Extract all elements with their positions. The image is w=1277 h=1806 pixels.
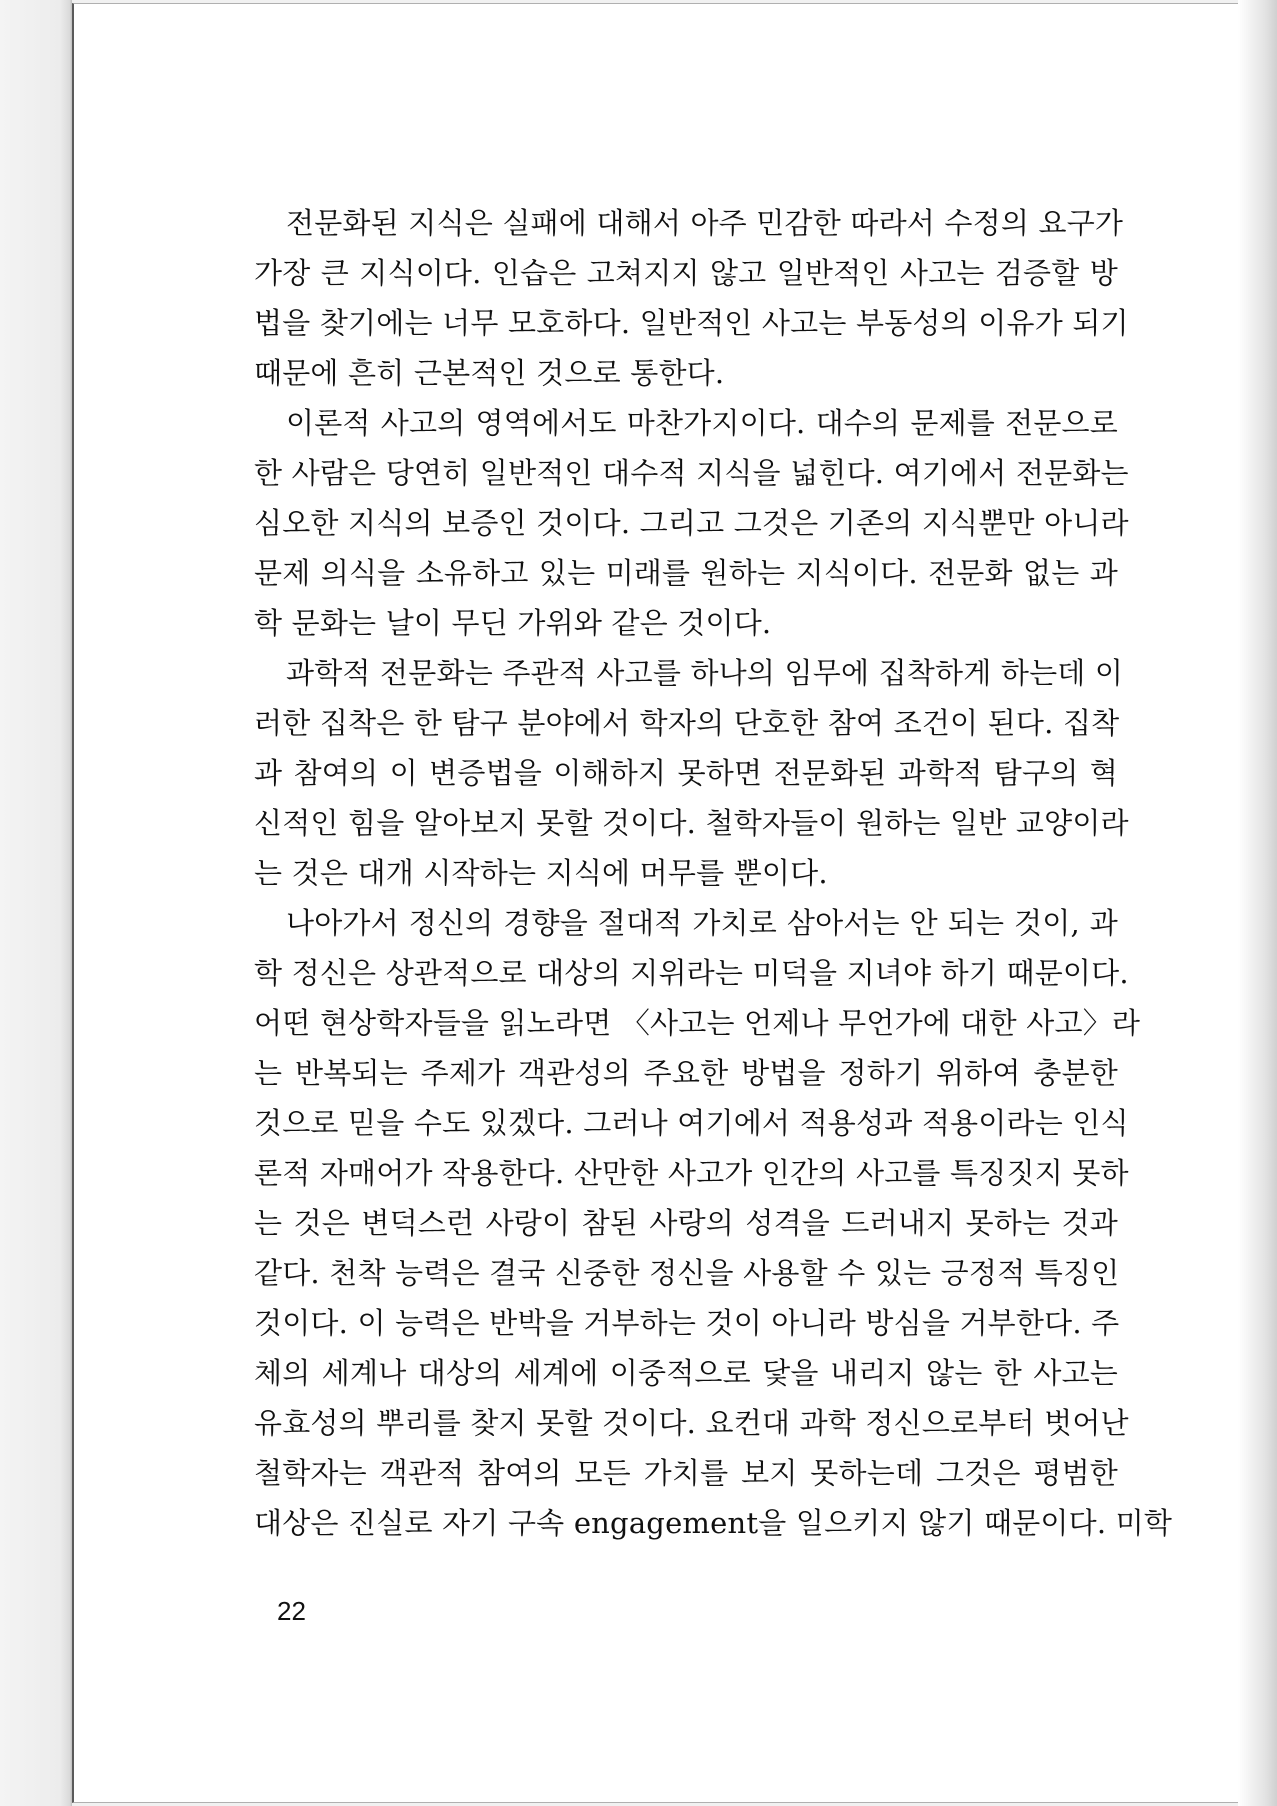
text-line: 어떤 현상학자들을 읽노라면 〈사고는 언제나 무언가에 대한 사고〉라 (254, 1006, 1141, 1040)
paragraph-4 (254, 898, 1173, 1548)
text-line: 는 것은 변덕스런 사랑이 참된 사랑의 성격을 드러내지 못하는 것과 (254, 1206, 1118, 1240)
text-line: 과학적 전문화는 주관적 사고를 하나의 임무에 집착하게 하는데 이 (286, 656, 1124, 690)
text-line: 과 참여의 이 변증법을 이해하지 못하면 전문화된 과학적 탐구의 혁 (254, 756, 1118, 790)
text-line: 전문화된 지식은 실패에 대해서 아주 민감한 따라서 수정의 요구가 (286, 206, 1124, 240)
text-line: 것으로 믿을 수도 있겠다. 그러나 여기에서 적용성과 적용이라는 인식 (254, 1106, 1129, 1140)
text-line: 학 정신은 상관적으로 대상의 지위라는 미덕을 지녀야 하기 때문이다. (254, 956, 1129, 990)
paragraph-2 (254, 398, 1129, 648)
text-line: 한 사람은 당연히 일반적인 대수적 지식을 넓힌다. 여기에서 전문화는 (254, 456, 1129, 490)
page-edge-shadow (1238, 0, 1277, 1806)
paragraph-3 (254, 648, 1129, 898)
text-line: 대상은 진실로 자기 구속 engagement을 일으키지 않기 때문이다. 미학 (254, 1506, 1173, 1540)
text-line: 론적 자매어가 작용한다. 산만한 사고가 인간의 사고를 특징짓지 못하 (254, 1156, 1129, 1190)
text-line: 때문에 흔히 근본적인 것으로 통한다. (254, 356, 725, 390)
text-line: 것이다. 이 능력은 반박을 거부하는 것이 아니라 방심을 거부한다. 주 (254, 1306, 1120, 1340)
text-line: 가장 큰 지식이다. 인습은 고쳐지지 않고 일반적인 사고는 검증할 방 (254, 256, 1118, 290)
paragraph-1 (254, 198, 1129, 398)
text-line: 는 반복되는 주제가 객관성의 주요한 방법을 정하기 위하여 충분한 (254, 1056, 1118, 1090)
text-line: 신적인 힘을 알아보지 못할 것이다. 철학자들이 원하는 일반 교양이라 (254, 806, 1129, 840)
text-line: 러한 집착은 한 탐구 분야에서 학자의 단호한 참여 조건이 된다. 집착 (254, 706, 1120, 740)
text-line: 철학자는 객관적 참여의 모든 가치를 보지 못하는데 그것은 평범한 (254, 1456, 1118, 1490)
text-line: 문제 의식을 소유하고 있는 미래를 원하는 지식이다. 전문화 없는 과 (254, 556, 1118, 590)
text-line: 유효성의 뿌리를 찾지 못할 것이다. 요컨대 과학 정신으로부터 벗어난 (254, 1406, 1129, 1440)
page-body-text (254, 198, 1173, 1548)
viewer-background-left (0, 0, 72, 1806)
text-line: 학 문화는 날이 무딘 가위와 같은 것이다. (254, 606, 772, 640)
text-line: 는 것은 대개 시작하는 지식에 머무를 뿐이다. (254, 856, 828, 890)
text-line: 체의 세계나 대상의 세계에 이중적으로 닻을 내리지 않는 한 사고는 (254, 1356, 1118, 1390)
text-line: 나아가서 정신의 경향을 절대적 가치로 삼아서는 안 되는 것이, 과 (286, 906, 1118, 940)
page-number: 22 (277, 1596, 306, 1626)
text-line: 법을 찾기에는 너무 모호하다. 일반적인 사고는 부동성의 이유가 되기 (254, 306, 1129, 340)
text-line: 이론적 사고의 영역에서도 마찬가지이다. 대수의 문제를 전문으로 (286, 406, 1118, 440)
text-line: 심오한 지식의 보증인 것이다. 그리고 그것은 기존의 지식뿐만 아니라 (254, 506, 1129, 540)
text-line: 같다. 천착 능력은 결국 신중한 정신을 사용할 수 있는 긍정적 특징인 (254, 1256, 1120, 1290)
